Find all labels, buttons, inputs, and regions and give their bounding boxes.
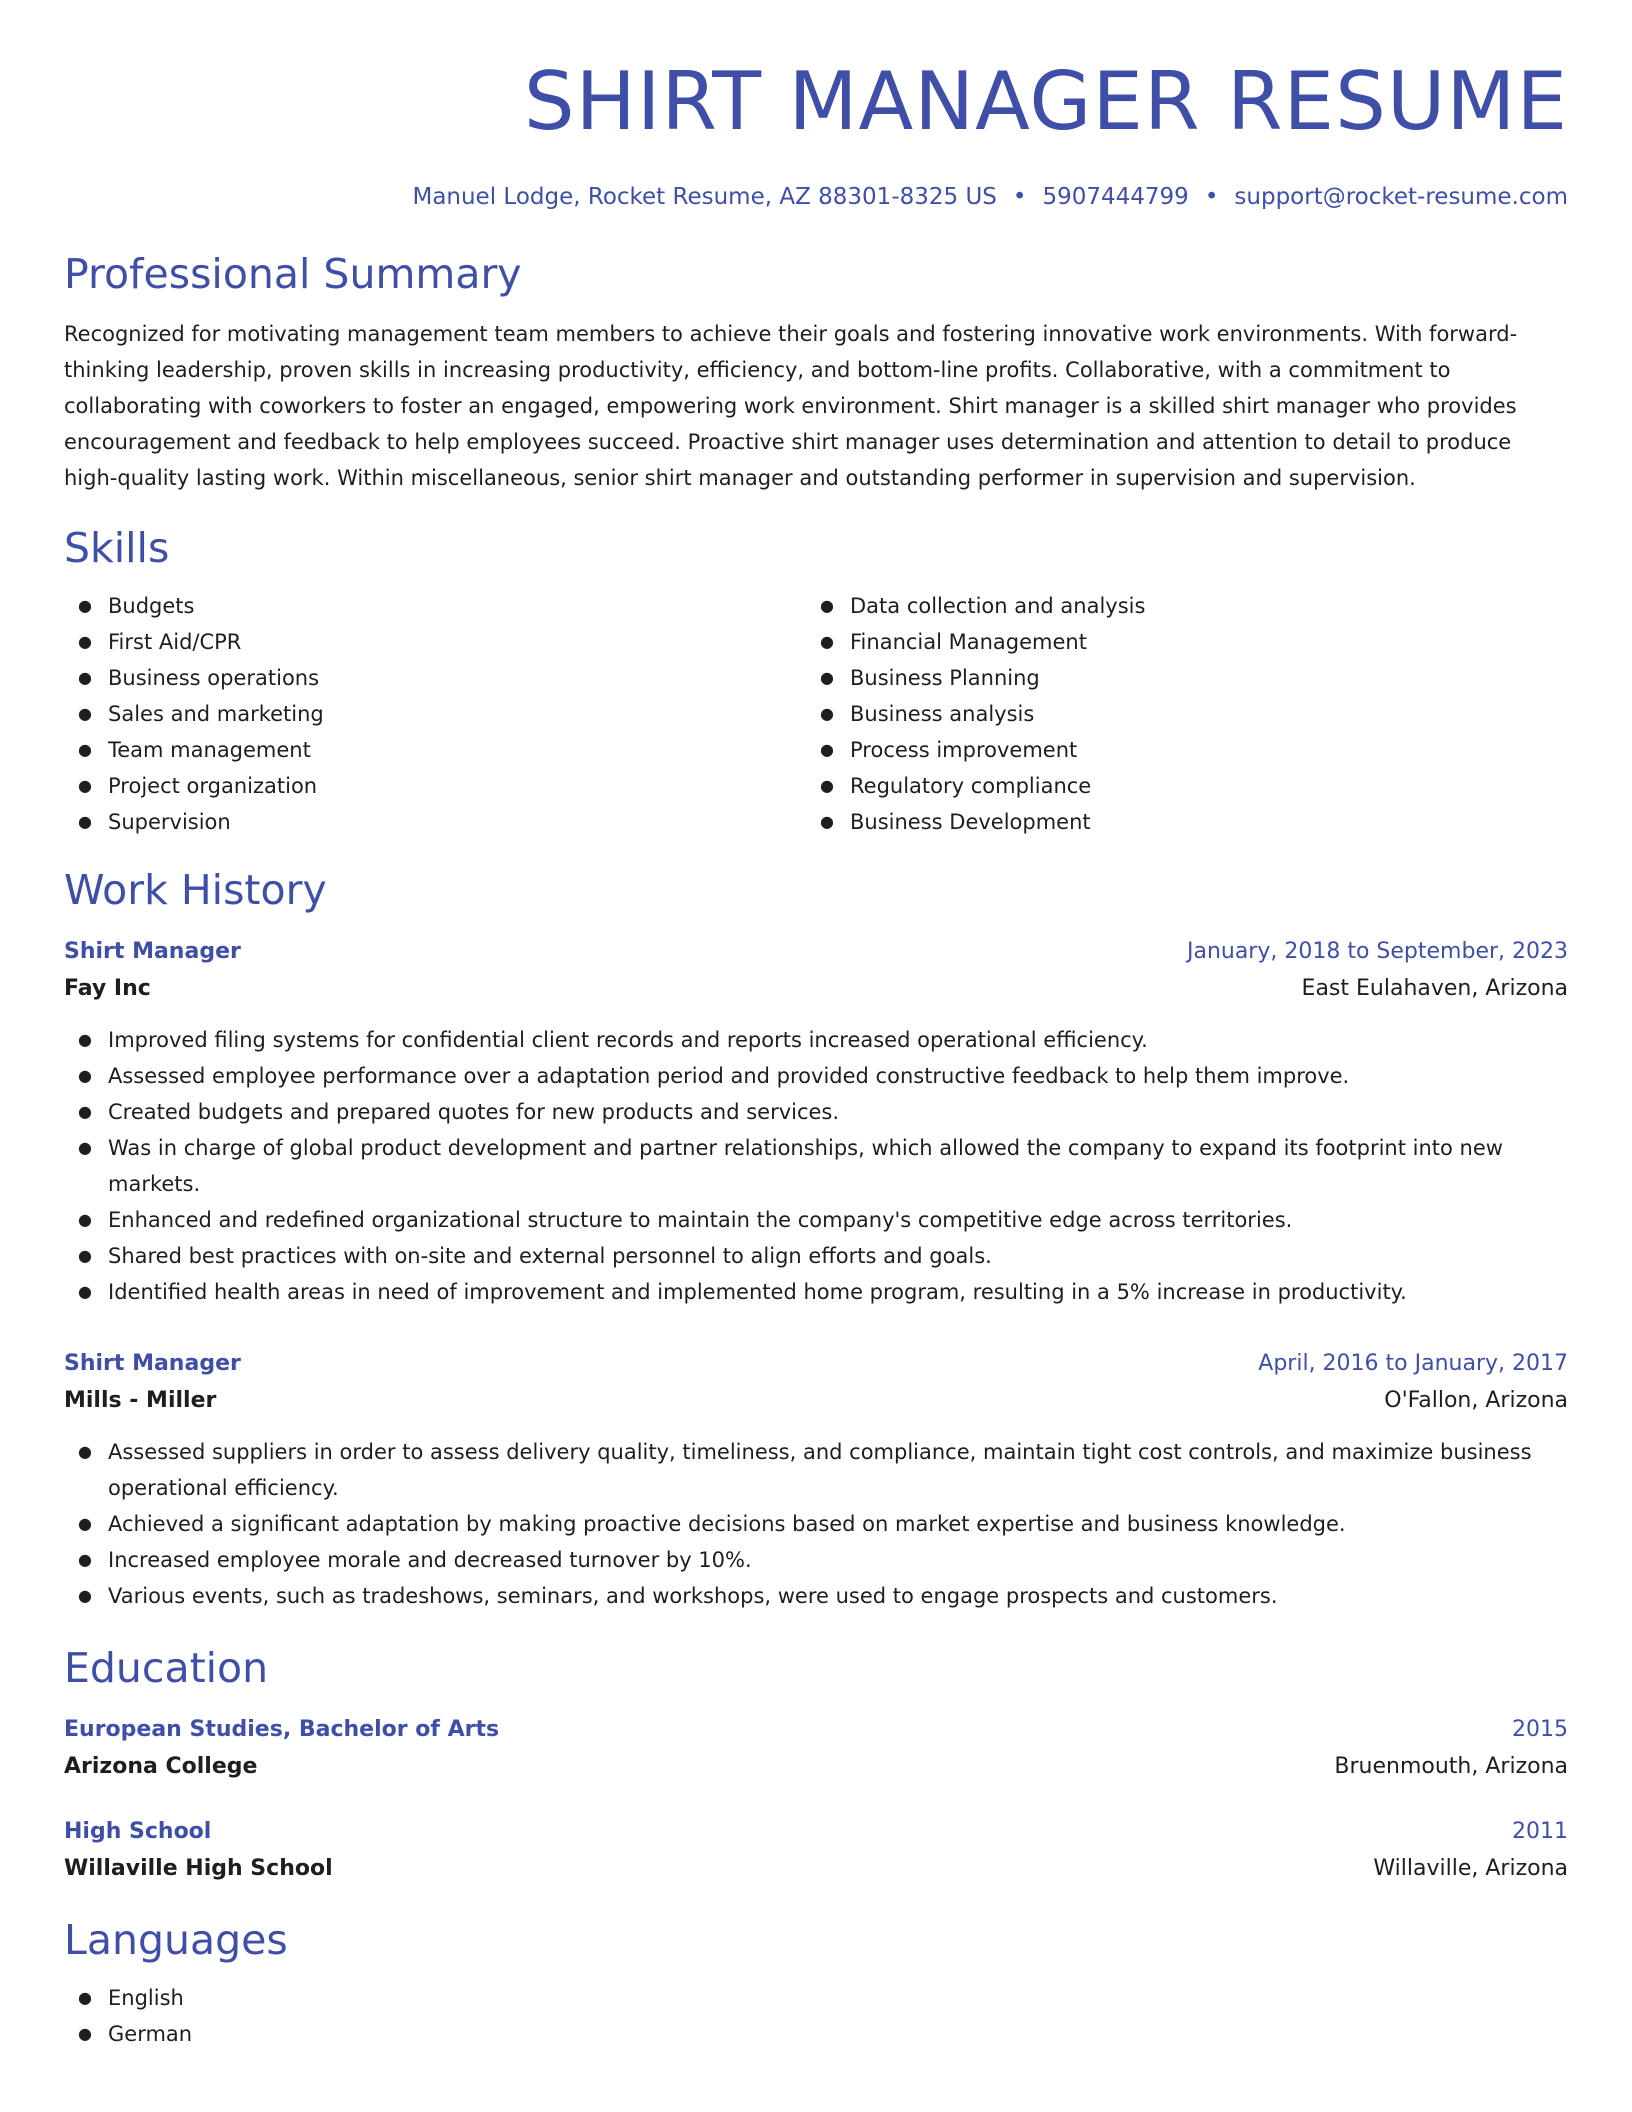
job-role: Shirt Manager xyxy=(64,939,241,964)
skill-item xyxy=(806,660,1548,696)
skill-item xyxy=(64,768,806,804)
skill-item xyxy=(806,804,1548,840)
skill-item xyxy=(806,768,1548,804)
skill-item xyxy=(64,804,806,840)
language-item xyxy=(64,1980,1568,2016)
job-company-row xyxy=(64,1382,1568,1420)
bullet-icon: ● xyxy=(820,812,834,831)
job-title-row xyxy=(64,934,1568,970)
job-bullet xyxy=(64,1202,1568,1238)
education-year: 2015 xyxy=(1512,1717,1568,1742)
skill-item xyxy=(806,732,1548,768)
bullet-icon: ● xyxy=(78,2024,92,2043)
job-bullet-text: Shared best practices with on-site and external personnel to align efforts and goals. xyxy=(108,1244,992,1268)
bullet-icon: ● xyxy=(820,704,834,723)
education-degree-row xyxy=(64,1712,1568,1748)
bullet-icon: ● xyxy=(78,668,92,687)
language-label: English xyxy=(108,1986,184,2010)
languages-list xyxy=(64,1980,1568,2052)
skill-label: First Aid/CPR xyxy=(108,630,242,654)
resume-title: SHIRT MANAGER RESUME xyxy=(523,55,1568,148)
skills-column-right xyxy=(806,588,1548,840)
skill-item xyxy=(64,624,806,660)
education-year: 2011 xyxy=(1512,1819,1568,1844)
skill-label: Business analysis xyxy=(850,702,1035,726)
bullet-icon: ● xyxy=(78,596,92,615)
bullet-icon: ● xyxy=(78,1246,92,1265)
bullet-icon: ● xyxy=(78,1030,92,1049)
job-dates: January, 2018 to September, 2023 xyxy=(1186,939,1568,964)
skills-column-left xyxy=(64,588,806,840)
education-school-row xyxy=(64,1850,1568,1888)
job-bullet-text: Enhanced and redefined organizational structure to maintain the company's competitive edge across territories. xyxy=(108,1208,1293,1232)
skill-item xyxy=(64,732,806,768)
job-title-row xyxy=(64,1346,1568,1382)
job-bullet xyxy=(64,1578,1568,1614)
education-entry xyxy=(64,1814,1568,1888)
education-section xyxy=(64,1642,1568,1888)
contact-line xyxy=(64,180,1568,214)
skill-item xyxy=(806,588,1548,624)
bullet-icon: ● xyxy=(78,632,92,651)
bullet-icon: ● xyxy=(78,1282,92,1301)
job-bullet-text: Assessed suppliers in order to assess delivery quality, timeliness, and compliance, maintain tight cost controls, and maximize business operational efficiency. xyxy=(108,1440,1532,1500)
separator-dot: • xyxy=(1012,184,1027,210)
bullet-icon: ● xyxy=(78,812,92,831)
bullet-icon: ● xyxy=(78,740,92,759)
job-bullet-text: Increased employee morale and decreased turnover by 10%. xyxy=(108,1548,752,1572)
bullet-icon: ● xyxy=(78,1550,92,1569)
bullet-icon: ● xyxy=(820,776,834,795)
contact-address: Manuel Lodge, Rocket Resume, AZ 88301-8325 US xyxy=(412,184,997,210)
work-history-section xyxy=(64,864,1568,1614)
job-bullet-text: Was in charge of global product development and partner relationships, which allowed the company to expand its footprint into new markets. xyxy=(108,1136,1503,1196)
job-bullet xyxy=(64,1094,1568,1130)
education-entry xyxy=(64,1712,1568,1786)
job-location: East Eulahaven, Arizona xyxy=(1301,976,1568,1001)
job-entry xyxy=(64,1346,1568,1614)
skills-grid xyxy=(64,588,1568,840)
summary-text: Recognized for motivating management team members to achieve their goals and fostering innovative work environments. With forward-thinking leadership, proven skills in increasing productivity, efficiency, and bottom-line profits. Collaborative, with a commitment to collaborating with coworkers to foster an engaged, empowering work environment. Shirt manager is a skilled shirt manager who provides encouragement and feedback to help employees succeed. Proactive shirt manager uses determination and attention to detail to produce high-quality lasting work. Within miscellaneous, senior shirt manager and outstanding performer in supervision and supervision. xyxy=(64,322,1518,490)
job-entry xyxy=(64,934,1568,1310)
skill-label: Process improvement xyxy=(850,738,1078,762)
job-bullets xyxy=(64,1434,1568,1614)
education-school-row xyxy=(64,1748,1568,1786)
bullet-icon: ● xyxy=(78,1988,92,2007)
skill-label: Budgets xyxy=(108,594,195,618)
summary-section xyxy=(64,248,1568,496)
job-dates: April, 2016 to January, 2017 xyxy=(1258,1351,1568,1376)
skill-label: Financial Management xyxy=(850,630,1087,654)
bullet-icon: ● xyxy=(78,1066,92,1085)
job-bullet xyxy=(64,1274,1568,1310)
skill-label: Team management xyxy=(108,738,311,762)
bullet-icon: ● xyxy=(78,1102,92,1121)
bullet-icon: ● xyxy=(78,1210,92,1229)
skill-item xyxy=(806,696,1548,732)
languages-heading: Languages xyxy=(64,1916,288,1964)
job-bullet-text: Assessed employee performance over a adaptation period and provided constructive feedback to help them improve. xyxy=(108,1064,1350,1088)
bullet-icon: ● xyxy=(78,776,92,795)
job-bullet xyxy=(64,1022,1568,1058)
job-bullet-text: Improved filing systems for confidential client records and reports increased operational efficiency. xyxy=(108,1028,1148,1052)
resume-page xyxy=(64,50,1568,2052)
bullet-icon: ● xyxy=(78,704,92,723)
bullet-icon: ● xyxy=(78,1514,92,1533)
education-location: Bruenmouth, Arizona xyxy=(1334,1754,1568,1779)
skill-item xyxy=(64,696,806,732)
skills-section xyxy=(64,522,1568,840)
skill-item xyxy=(64,660,806,696)
work-history-heading: Work History xyxy=(64,866,327,914)
skill-label: Business operations xyxy=(108,666,320,690)
skill-label: Sales and marketing xyxy=(108,702,324,726)
job-role: Shirt Manager xyxy=(64,1351,241,1376)
languages-section xyxy=(64,1914,1568,2052)
bullet-icon: ● xyxy=(820,596,834,615)
skill-label: Business Development xyxy=(850,810,1091,834)
job-bullet xyxy=(64,1506,1568,1542)
skill-label: Business Planning xyxy=(850,666,1040,690)
job-bullet-text: Identified health areas in need of improvement and implemented home program, resulting in a 5% increase in productivity. xyxy=(108,1280,1407,1304)
bullet-icon: ● xyxy=(820,632,834,651)
bullet-icon: ● xyxy=(820,668,834,687)
education-degree-row xyxy=(64,1814,1568,1850)
job-bullet xyxy=(64,1434,1568,1506)
skill-label: Supervision xyxy=(108,810,231,834)
job-company-row xyxy=(64,970,1568,1008)
job-bullet-text: Various events, such as tradeshows, seminars, and workshops, were used to engage prospects and customers. xyxy=(108,1584,1278,1608)
skills-heading: Skills xyxy=(64,524,170,572)
job-bullet-text: Created budgets and prepared quotes for new products and services. xyxy=(108,1100,840,1124)
job-location: O'Fallon, Arizona xyxy=(1384,1388,1568,1413)
skill-label: Regulatory compliance xyxy=(850,774,1092,798)
education-school: Willaville High School xyxy=(64,1856,333,1881)
education-location: Willaville, Arizona xyxy=(1373,1856,1568,1881)
separator-dot: • xyxy=(1204,184,1219,210)
education-degree: European Studies, Bachelor of Arts xyxy=(64,1717,500,1742)
contact-email: support@rocket-resume.com xyxy=(1234,184,1568,210)
summary-heading: Professional Summary xyxy=(64,250,522,298)
job-bullet xyxy=(64,1238,1568,1274)
job-bullets xyxy=(64,1022,1568,1310)
job-bullet xyxy=(64,1542,1568,1578)
language-item xyxy=(64,2016,1568,2052)
language-label: German xyxy=(108,2022,193,2046)
bullet-icon: ● xyxy=(78,1442,92,1461)
job-company: Mills - Miller xyxy=(64,1388,217,1413)
skill-item xyxy=(64,588,806,624)
bullet-icon: ● xyxy=(78,1586,92,1605)
contact-phone: 5907444799 xyxy=(1042,184,1189,210)
education-school: Arizona College xyxy=(64,1754,258,1779)
job-company: Fay Inc xyxy=(64,976,151,1001)
skill-item xyxy=(806,624,1548,660)
bullet-icon: ● xyxy=(820,740,834,759)
job-bullet xyxy=(64,1130,1568,1202)
skill-label: Project organization xyxy=(108,774,318,798)
job-bullet-text: Achieved a significant adaptation by making proactive decisions based on market expertise and business knowledge. xyxy=(108,1512,1346,1536)
bullet-icon: ● xyxy=(78,1138,92,1157)
education-degree: High School xyxy=(64,1819,212,1844)
education-heading: Education xyxy=(64,1644,269,1692)
skill-label: Data collection and analysis xyxy=(850,594,1146,618)
job-bullet xyxy=(64,1058,1568,1094)
